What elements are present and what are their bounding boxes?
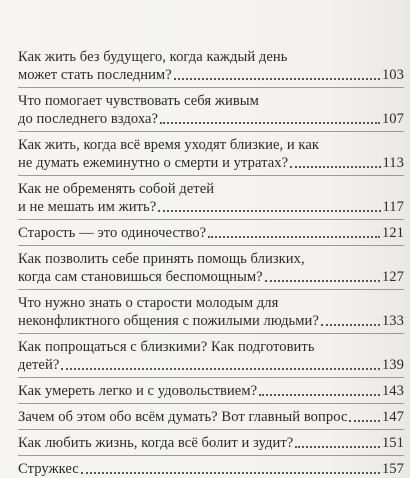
toc-entry-title-line: Что помогает чувствовать себя живым [18,93,259,109]
separator [18,219,404,220]
toc-entry-title-line: детей? [18,357,60,373]
dot-leader [174,78,380,80]
toc-entry-title-line: Как любить жизнь, когда всё болит и зудит? [18,435,294,451]
separator [18,245,404,246]
toc-page-number: 133 [381,313,404,329]
toc-page-number: 113 [382,155,404,171]
toc-entry [18,382,404,400]
separator [18,289,404,290]
toc-page-number: 143 [381,383,404,399]
toc-page-number: 147 [381,409,404,425]
toc-entry-title-line: Зачем об этом обо всём думать? Вот главный вопрос [18,409,348,425]
dot-leader [208,236,380,238]
toc-entry-title-line: Что нужно знать о старости молодым для [18,295,279,311]
toc-page-number: 121 [381,225,404,241]
toc-entry-title-line: Как жить, когда всё время уходят близкие, и как [18,137,320,153]
dot-leader [160,122,380,124]
toc-entry-title-line: не думать ежеминутно о смерти и утратах? [18,155,289,171]
separator [18,87,404,88]
toc-entry [18,180,404,216]
toc-entry [18,48,404,84]
toc-entry [18,136,404,172]
separator [18,333,404,334]
toc-entry-title-line: Как не обременять собой детей [18,181,215,197]
dot-leader [295,446,380,448]
separator [18,403,404,404]
dot-leader [158,210,380,212]
toc-entry-title-line: до последнего вздоха? [18,111,159,127]
dot-leader [265,280,380,282]
toc-page-number: 157 [381,461,404,477]
toc-entry-title-line: Стружкес [18,461,79,477]
toc-entry [18,338,404,374]
toc-page-number: 151 [381,435,404,451]
toc-page-number: 127 [381,269,404,285]
toc-entry-title-line: и не мешать им жить? [18,199,157,215]
dot-leader [321,324,380,326]
toc-entry [18,294,404,330]
toc-entry-title-line: Как умереть легко и с удовольствием? [18,383,258,399]
toc-entry-title-line: неконфликтного общения с пожилыми людьми? [18,313,319,329]
toc-entry-title-line: Как попрощаться с близкими? Как подготовить [18,339,315,355]
dot-leader [259,394,380,396]
toc-entry-title-line: когда сам становишься беспомощным? [18,269,263,285]
toc-page-number: 139 [381,357,404,373]
toc-entry [18,460,404,478]
separator [18,175,404,176]
toc-entry [18,224,404,242]
separator [18,455,404,456]
table-of-contents [18,48,404,478]
dot-leader [349,420,379,422]
toc-entry [18,92,404,128]
toc-entry [18,250,404,286]
dot-leader [81,472,380,474]
dot-leader [61,368,380,370]
toc-page-number: 117 [382,199,404,215]
toc-entry-title-line: Как жить без будущего, когда каждый день [18,49,288,65]
toc-page-number: 103 [381,67,404,83]
toc-page-number: 107 [381,111,404,127]
separator [18,131,404,132]
separator [18,377,404,378]
toc-entry [18,434,404,452]
separator [18,429,404,430]
dot-leader [290,166,380,168]
toc-entry-title-line: Старость — это одиночество? [18,225,207,241]
toc-entry [18,408,404,426]
toc-entry-title-line: может стать последним? [18,67,172,83]
toc-entry-title-line: Как позволить себе принять помощь близких, [18,251,305,267]
